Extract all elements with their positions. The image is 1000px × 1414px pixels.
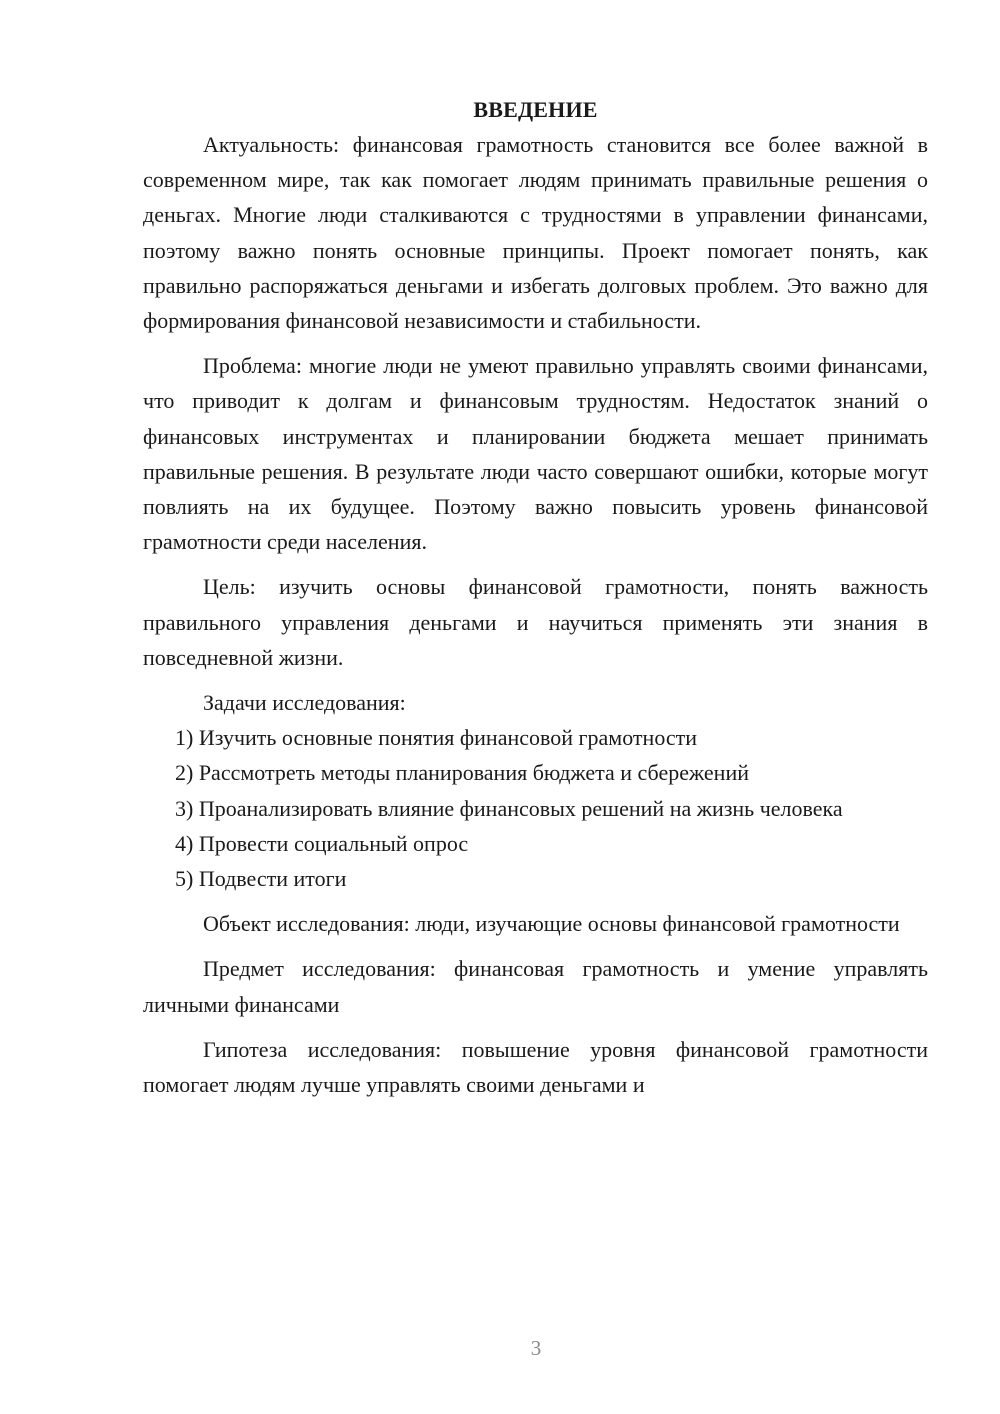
paragraph-subject: Предмет исследования: финансовая грамотность и умение управлять личными финансами: [143, 956, 928, 1017]
paragraph-goal: Цель: изучить основы финансовой грамотности, понять важность правильного управления деньгами и научиться применять эти знания в повседневной жизни.: [143, 574, 928, 670]
paragraph-hypothesis: Гипотеза исследования: повышение уровня финансовой грамотности помогает людям лучше управлять своими деньгами и: [143, 1036, 928, 1098]
paragraph-problem: Проблема: многие люди не умеют правильно управлять своими финансами, что приводит к долгам и финансовым трудностям. Недостаток знаний о финансовых инструментах и планировании бюджета мешает принимать правильные решения. В результате люди часто совершают ошибки, которые могут повлиять на их будущее. Поэтому важно повысить уровень финансовой грамотности среди населения.: [143, 353, 928, 555]
list-item: 2) Рассмотреть методы планирования бюджета и сбережений: [175, 760, 749, 786]
list-item: 1) Изучить основные понятия финансовой грамотности: [175, 725, 698, 751]
paragraph-object: Объект исследования: люди, изучающие основы финансовой грамотности: [203, 911, 900, 937]
paragraph-relevance: Актуальность: финансовая грамотность становится все более важной в современном мире, так как помогает людям принимать правильные решения о деньгах. Многие люди сталкиваются с трудностями в управлении финансами, поэтому важно понять основные принципы. Проект помогает понять, как правильно распоряжаться деньгами и избегать долговых проблем. Это важно для формирования финансовой независимости и стабильности.: [143, 132, 928, 334]
list-item: 3) Проанализировать влияние финансовых решений на жизнь человека: [175, 795, 843, 821]
tasks-list: [143, 720, 928, 896]
list-item: 5) Подвести итоги: [175, 866, 347, 892]
page-body: [143, 92, 928, 1102]
page-number: 3: [530, 1336, 542, 1360]
tasks-title: Задачи исследования:: [203, 690, 406, 716]
section-heading: ВВЕДЕНИЕ: [473, 97, 598, 122]
list-item: 4) Провести социальный опрос: [175, 830, 469, 856]
